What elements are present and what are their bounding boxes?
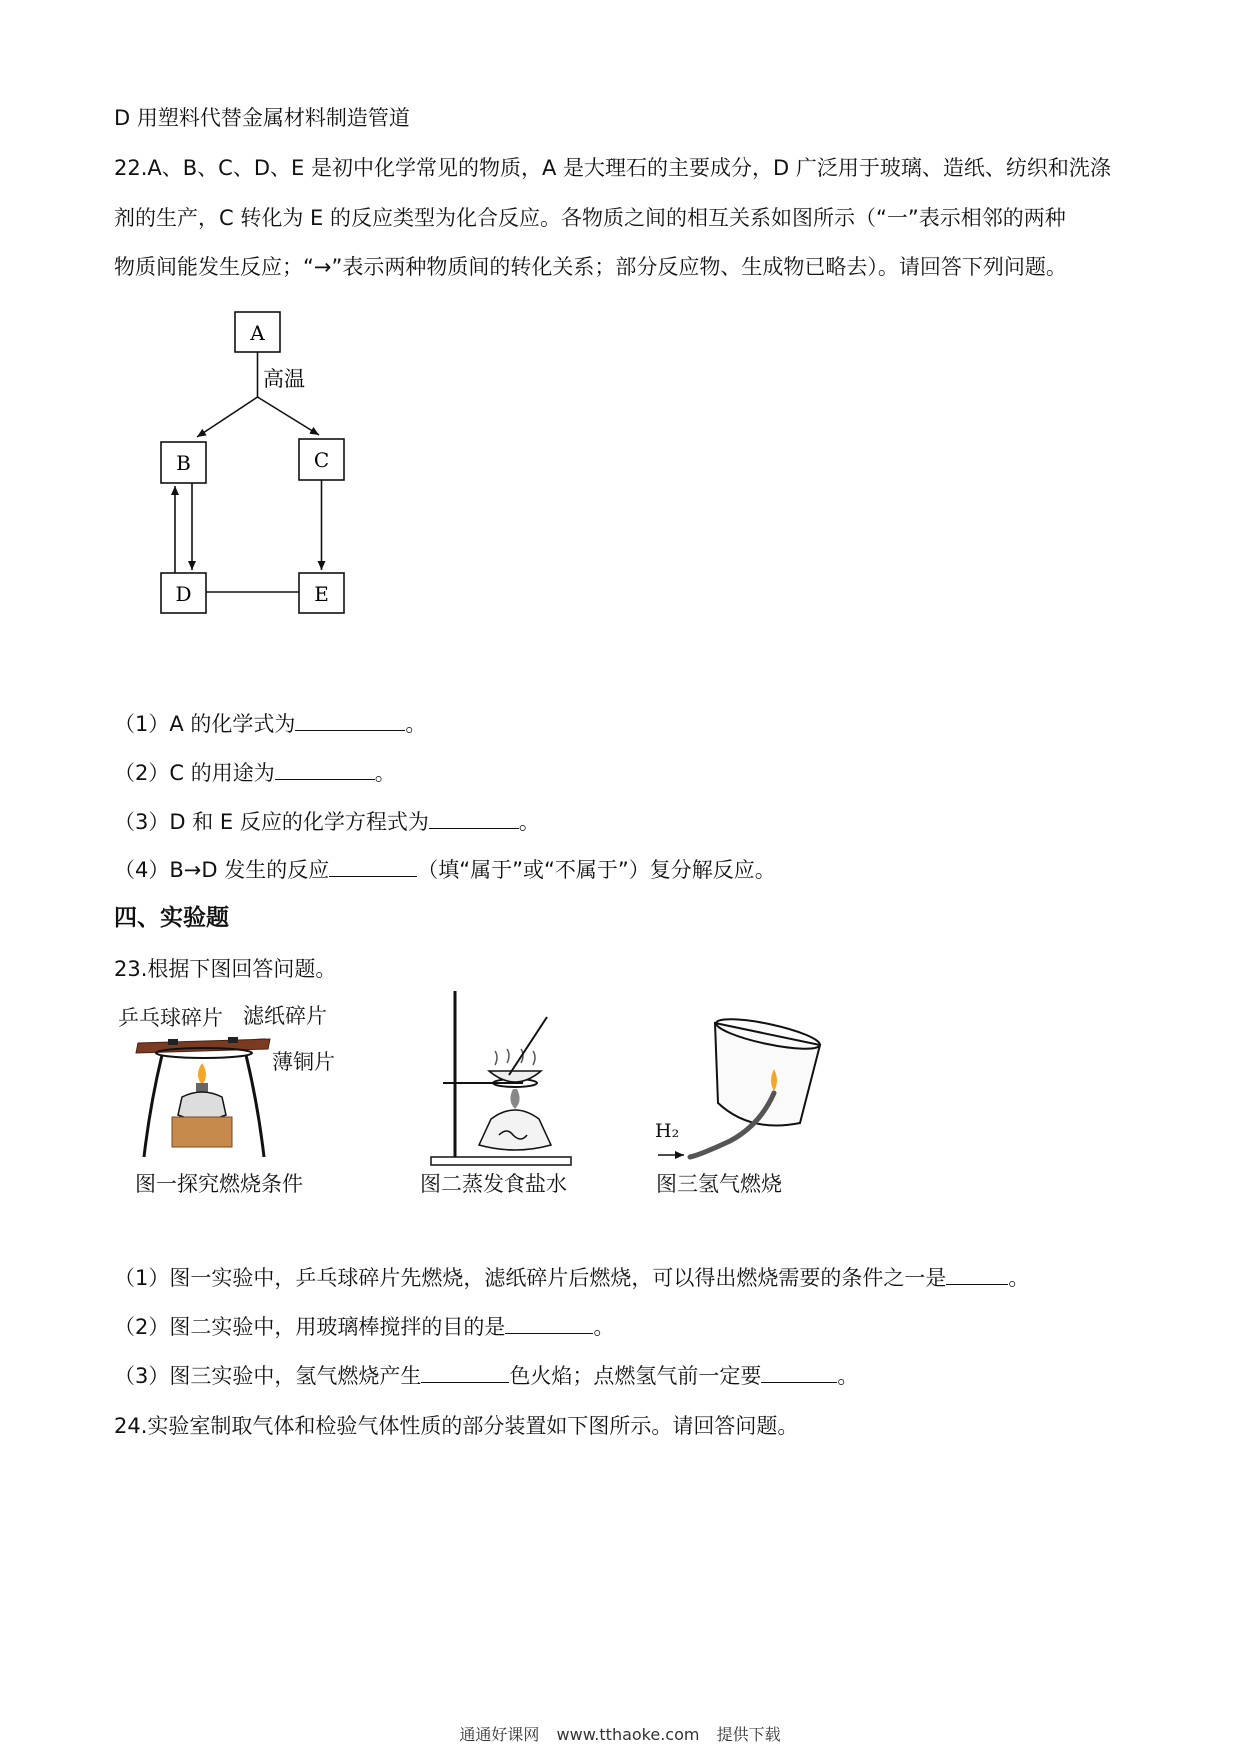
q22-sub-3-end: 。 xyxy=(518,810,540,834)
section-heading: 四、实验题 xyxy=(114,904,229,931)
tripod-leg xyxy=(246,1055,264,1157)
q23-sub-1-end: 。 xyxy=(1008,1266,1030,1290)
fig3-caption: 图三氢气燃烧 xyxy=(656,1172,782,1196)
node-c-box xyxy=(299,439,344,480)
q23-sub-3-end: 。 xyxy=(837,1364,859,1388)
q22-stem-line3: 物质间能发生反应；“→”表示两种物质间的转化关系；部分反应物、生成物已略去）。请回答下列问题。 xyxy=(114,255,1067,279)
q23-stem: 23.根据下图回答问题。 xyxy=(114,957,337,981)
node-b-box xyxy=(161,442,206,483)
q22-sub-2-end: 。 xyxy=(374,761,396,785)
condition-label: 高温 xyxy=(263,367,305,391)
q23-sub-2 xyxy=(114,1313,614,1341)
node-b-label: B xyxy=(176,451,191,475)
label-copper-sheet: 薄铜片 xyxy=(272,1050,335,1074)
node-d-label: D xyxy=(175,582,192,606)
filter-paper-fragment xyxy=(228,1037,238,1043)
answer-blank[interactable] xyxy=(505,1313,593,1334)
q22-sub-2-text: （2）C 的用途为 xyxy=(114,761,275,785)
fig1-caption: 图一探究燃烧条件 xyxy=(135,1172,303,1196)
label-filter-paper: 滤纸碎片 xyxy=(243,1004,327,1028)
figure1-apparatus xyxy=(130,1025,280,1165)
q22-sub-1-text: （1）A 的化学式为 xyxy=(114,712,296,736)
q22-sub-1 xyxy=(114,710,426,738)
h2-label: H₂ xyxy=(655,1120,680,1142)
pingpong-fragment xyxy=(168,1039,178,1045)
q23-sub-1 xyxy=(114,1264,1029,1292)
figure2-apparatus xyxy=(425,985,575,1170)
node-a-box xyxy=(235,312,280,352)
answer-blank[interactable] xyxy=(946,1264,1008,1285)
q23-sub-3-mid: 色火焰；点燃氢气前一定要 xyxy=(509,1364,762,1388)
figure3-apparatus xyxy=(650,1015,825,1165)
node-a-label: A xyxy=(250,321,265,345)
q22-sub-2 xyxy=(114,759,396,787)
answer-blank[interactable] xyxy=(275,759,375,780)
node-e-label: E xyxy=(314,582,329,606)
fig2-caption: 图二蒸发食盐水 xyxy=(420,1172,567,1196)
q22-sub-3-text: （3）D 和 E 反应的化学方程式为 xyxy=(114,810,429,834)
stand-base xyxy=(431,1157,571,1165)
q23-sub-2-text: （2）图二实验中，用玻璃棒搅拌的目的是 xyxy=(114,1315,506,1339)
q22-sub-4 xyxy=(114,856,776,884)
q24-stem: 24.实验室制取气体和检验气体性质的部分装置如下图所示。请回答问题。 xyxy=(114,1414,799,1438)
q23-sub-1-text: （1）图一实验中，乒乓球碎片先燃烧，滤纸碎片后燃烧，可以得出燃烧需要的条件之一是 xyxy=(114,1266,947,1290)
footer-site-name: 通通好课网 xyxy=(459,1725,540,1744)
tripod-leg xyxy=(144,1055,162,1157)
q23-sub-3 xyxy=(114,1362,858,1390)
footer-download: 提供下载 xyxy=(716,1725,781,1744)
arrow-a-to-b xyxy=(197,397,258,437)
glass-rod xyxy=(509,1017,547,1075)
q23-sub-3-text: （3）图三实验中，氢气燃烧产生 xyxy=(114,1364,422,1388)
q22-sub-4-text: （4）B→D 发生的反应 xyxy=(114,858,330,882)
node-e-box xyxy=(299,573,344,613)
answer-blank[interactable] xyxy=(761,1362,837,1383)
relationship-diagram xyxy=(140,300,380,630)
label-pingpong: 乒乓球碎片 xyxy=(118,1006,223,1030)
page-footer xyxy=(0,1722,1240,1745)
footer-url[interactable]: www.tthaoke.com xyxy=(556,1725,700,1744)
answer-blank[interactable] xyxy=(295,710,405,731)
arrow-a-to-c xyxy=(258,397,320,435)
answer-blank[interactable] xyxy=(329,856,417,877)
q22-stem-line1: 22.A、B、C、D、E 是初中化学常见的物质，A 是大理石的主要成分，D 广泛用于玻璃、造纸、纺织和洗涤 xyxy=(114,156,1111,180)
q22-sub-3 xyxy=(114,808,540,836)
wooden-block xyxy=(172,1117,232,1147)
q23-sub-2-end: 。 xyxy=(593,1315,615,1339)
answer-blank[interactable] xyxy=(421,1362,509,1383)
q22-stem-line2: 剂的生产，C 转化为 E 的反应类型为化合反应。各物质之间的相互关系如图所示（“一”表示相邻的两种 xyxy=(114,206,1066,230)
flame-icon xyxy=(198,1063,206,1085)
q21-option-d: D 用塑料代替金属材料制造管道 xyxy=(114,106,410,130)
alcohol-lamp xyxy=(178,1092,226,1120)
flame-icon xyxy=(510,1089,519,1109)
q22-sub-4-end: （填“属于”或“不属于”）复分解反应。 xyxy=(417,858,776,882)
node-d-box xyxy=(161,573,206,613)
node-c-label: C xyxy=(313,448,330,472)
steam-icon xyxy=(495,1049,535,1065)
alcohol-lamp xyxy=(479,1110,551,1150)
answer-blank[interactable] xyxy=(429,808,519,829)
q22-sub-1-end: 。 xyxy=(405,712,427,736)
